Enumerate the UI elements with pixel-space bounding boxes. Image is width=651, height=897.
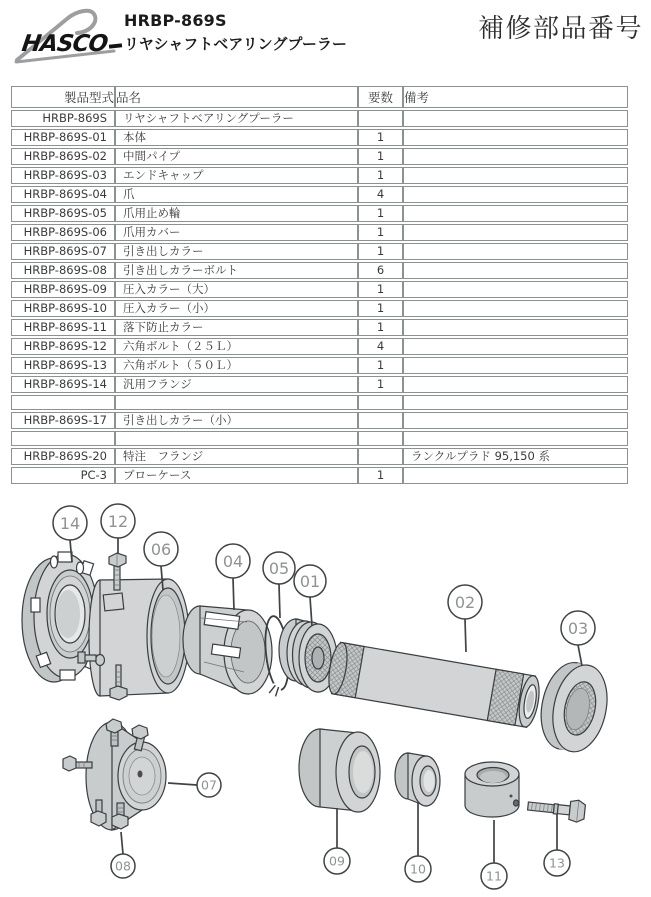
cell-qty bbox=[358, 431, 403, 446]
cell-model: HRBP-869S-01 bbox=[11, 129, 115, 146]
part-09-press-collar-large bbox=[299, 729, 380, 812]
cell-note bbox=[403, 148, 628, 165]
cell-model: HRBP-869S-20 bbox=[11, 448, 115, 465]
part-14-universal-flange bbox=[22, 552, 99, 682]
table-row bbox=[11, 262, 628, 279]
callout-leader-08 bbox=[121, 832, 123, 854]
cell-model: PC-3 bbox=[11, 467, 115, 484]
cell-model: HRBP-869S-11 bbox=[11, 319, 115, 336]
cell-name: 引き出しカラー bbox=[115, 243, 358, 260]
cell-name: 六角ボルト（２５Ｌ） bbox=[115, 338, 358, 355]
cell-model bbox=[11, 395, 115, 410]
callout-label-04: 04 bbox=[222, 551, 244, 571]
table-row bbox=[11, 431, 628, 446]
table-header-row bbox=[11, 86, 628, 108]
table-row bbox=[11, 129, 628, 146]
cell-model: HRBP-869S-08 bbox=[11, 262, 115, 279]
column-header: 製品型式 bbox=[11, 86, 115, 108]
table-row bbox=[11, 224, 628, 241]
cell-name: 引き出しカラーボルト bbox=[115, 262, 358, 279]
table-row bbox=[11, 338, 628, 355]
cell-note bbox=[403, 376, 628, 393]
cell-note bbox=[403, 319, 628, 336]
cell-note bbox=[403, 129, 628, 146]
cell-note bbox=[403, 224, 628, 241]
cell-qty: 1 bbox=[358, 243, 403, 260]
cell-model: HRBP-869S-12 bbox=[11, 338, 115, 355]
column-header: 品名 bbox=[115, 86, 358, 108]
table-row bbox=[11, 395, 628, 410]
callout-label-11: 11 bbox=[486, 868, 502, 884]
cell-note: ランクルプラド 95,150 系 bbox=[403, 448, 628, 465]
callout-label-05: 05 bbox=[268, 558, 290, 578]
parts-table-body bbox=[11, 110, 628, 484]
cell-name bbox=[115, 431, 358, 446]
cell-model: HRBP-869S-04 bbox=[11, 186, 115, 203]
cell-name: リヤシャフトベアリングプーラー bbox=[115, 110, 358, 127]
cell-model bbox=[11, 431, 115, 446]
cell-note bbox=[403, 467, 628, 484]
product-model: HRBP-869S bbox=[124, 11, 227, 30]
callout-label-07: 07 bbox=[201, 777, 217, 793]
cell-qty: 1 bbox=[358, 148, 403, 165]
part-04-claws bbox=[183, 606, 272, 694]
table-row bbox=[11, 448, 628, 465]
cell-qty: 1 bbox=[358, 281, 403, 298]
callout-label-08: 08 bbox=[115, 858, 131, 874]
cell-qty: 1 bbox=[358, 467, 403, 484]
cell-name: 中間パイプ bbox=[115, 148, 358, 165]
table-row bbox=[11, 186, 628, 203]
parts-table bbox=[11, 84, 628, 486]
part-11-drop-prevention-collar bbox=[465, 762, 519, 817]
cell-note bbox=[403, 262, 628, 279]
cell-note bbox=[403, 243, 628, 260]
cell-note bbox=[403, 431, 628, 446]
cell-qty: 1 bbox=[358, 205, 403, 222]
cell-qty: 4 bbox=[358, 186, 403, 203]
cell-model: HRBP-869S-05 bbox=[11, 205, 115, 222]
part-03-end-cap bbox=[534, 657, 615, 756]
cell-model: HRBP-869S-09 bbox=[11, 281, 115, 298]
callout-leader-02 bbox=[465, 619, 466, 652]
cell-name: ブローケース bbox=[115, 467, 358, 484]
cell-name: 本体 bbox=[115, 129, 358, 146]
cell-name: 爪 bbox=[115, 186, 358, 203]
cell-qty: 1 bbox=[358, 300, 403, 317]
cell-note bbox=[403, 205, 628, 222]
cell-name: 引き出しカラー（小） bbox=[115, 412, 358, 429]
cell-qty bbox=[358, 395, 403, 410]
callout-leader-04 bbox=[233, 578, 234, 610]
callout-label-01: 01 bbox=[299, 571, 321, 591]
parts-table-head bbox=[11, 86, 628, 108]
document-header bbox=[0, 0, 651, 80]
cell-note bbox=[403, 110, 628, 127]
title-block bbox=[124, 11, 347, 54]
table-row bbox=[11, 110, 628, 127]
cell-name: 特注 フランジ bbox=[115, 448, 358, 465]
table-row bbox=[11, 243, 628, 260]
callout-label-10: 10 bbox=[410, 861, 426, 877]
callout-leader-07 bbox=[168, 783, 197, 785]
callout-label-02: 02 bbox=[454, 592, 476, 612]
cell-model: HRBP-869S-06 bbox=[11, 224, 115, 241]
cell-qty: 1 bbox=[358, 167, 403, 184]
callout-label-14: 14 bbox=[59, 513, 81, 533]
brand-name: HASCO bbox=[20, 31, 109, 57]
cell-model: HRBP-869S-10 bbox=[11, 300, 115, 317]
table-row bbox=[11, 281, 628, 298]
cell-name: 六角ボルト（５０Ｌ） bbox=[115, 357, 358, 374]
cell-name: 爪用カバー bbox=[115, 224, 358, 241]
cell-note bbox=[403, 281, 628, 298]
cell-note bbox=[403, 395, 628, 410]
cell-name: 圧入カラー（大） bbox=[115, 281, 358, 298]
cell-qty: 1 bbox=[358, 357, 403, 374]
cell-name bbox=[115, 395, 358, 410]
callout-leader-05 bbox=[279, 584, 280, 618]
cell-model: HRBP-869S-02 bbox=[11, 148, 115, 165]
callout-label-12: 12 bbox=[107, 511, 129, 531]
callout-label-03: 03 bbox=[567, 618, 589, 638]
table-row bbox=[11, 357, 628, 374]
cell-name: 圧入カラー（小） bbox=[115, 300, 358, 317]
cell-note bbox=[403, 338, 628, 355]
table-row bbox=[11, 167, 628, 184]
table-row bbox=[11, 148, 628, 165]
cell-qty bbox=[358, 412, 403, 429]
cell-note bbox=[403, 300, 628, 317]
table-row bbox=[11, 412, 628, 429]
cell-note bbox=[403, 167, 628, 184]
cell-model: HRBP-869S-14 bbox=[11, 376, 115, 393]
cell-qty bbox=[358, 110, 403, 127]
cell-name: 爪用止め輪 bbox=[115, 205, 358, 222]
cell-model: HRBP-869S bbox=[11, 110, 115, 127]
cell-note bbox=[403, 186, 628, 203]
cell-note bbox=[403, 412, 628, 429]
product-name: リヤシャフトベアリングプーラー bbox=[124, 35, 347, 53]
callout-label-13: 13 bbox=[549, 855, 565, 871]
cell-name: 落下防止カラー bbox=[115, 319, 358, 336]
cell-qty: 1 bbox=[358, 224, 403, 241]
exploded-parts-diagram bbox=[0, 500, 651, 897]
cell-model: HRBP-869S-17 bbox=[11, 412, 115, 429]
column-header: 備考 bbox=[403, 86, 628, 108]
cell-model: HRBP-869S-13 bbox=[11, 357, 115, 374]
cell-name: エンドキャップ bbox=[115, 167, 358, 184]
hasco-logo bbox=[14, 5, 122, 65]
cell-qty: 1 bbox=[358, 319, 403, 336]
cell-qty: 4 bbox=[358, 338, 403, 355]
cell-qty bbox=[358, 448, 403, 465]
table-row bbox=[11, 319, 628, 336]
cell-qty: 1 bbox=[358, 129, 403, 146]
table-row bbox=[11, 467, 628, 484]
part-10-press-collar-small bbox=[395, 753, 440, 806]
cell-qty: 1 bbox=[358, 376, 403, 393]
table-row bbox=[11, 300, 628, 317]
page-title: 補修部品番号 bbox=[477, 14, 643, 44]
cell-model: HRBP-869S-03 bbox=[11, 167, 115, 184]
cell-model: HRBP-869S-07 bbox=[11, 243, 115, 260]
table-row bbox=[11, 376, 628, 393]
callout-label-09: 09 bbox=[329, 853, 345, 869]
part-02-intermediate-pipe bbox=[326, 641, 543, 728]
callout-label-06: 06 bbox=[150, 539, 172, 559]
table-row bbox=[11, 205, 628, 222]
column-header: 要数 bbox=[358, 86, 403, 108]
cell-name: 汎用フランジ bbox=[115, 376, 358, 393]
cell-qty: 6 bbox=[358, 262, 403, 279]
part-06-claw-cover bbox=[78, 579, 189, 696]
cell-note bbox=[403, 357, 628, 374]
